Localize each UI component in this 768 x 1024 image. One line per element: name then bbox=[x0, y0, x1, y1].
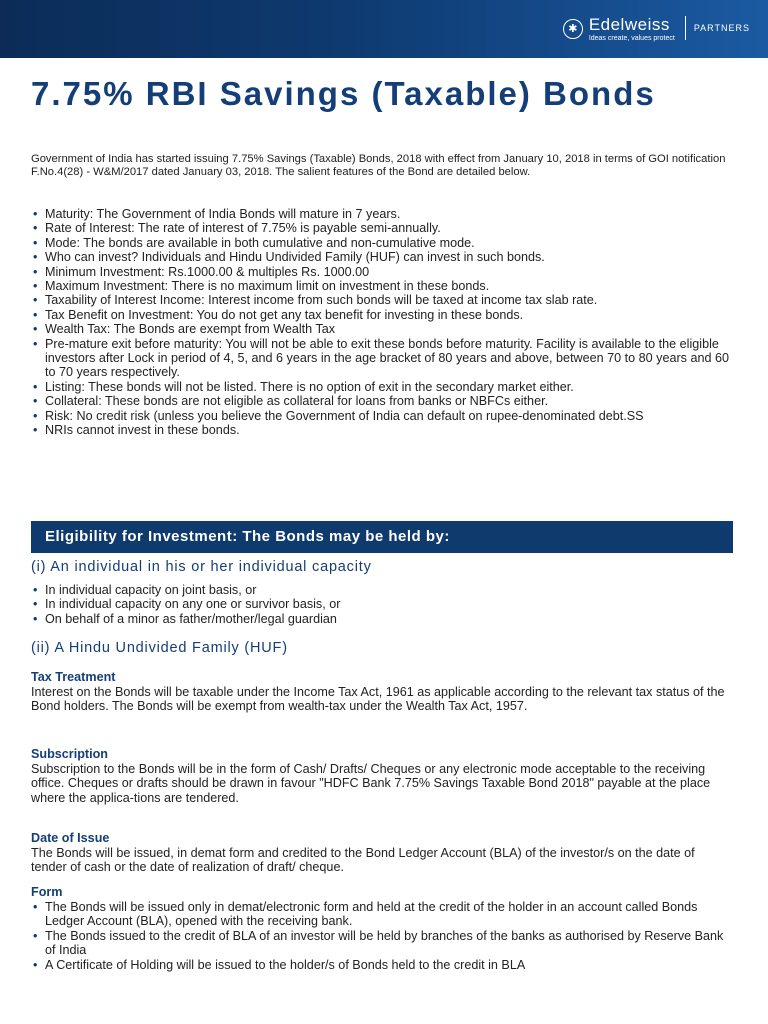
list-item: • On behalf of a minor as father/mother/legal guardian bbox=[31, 612, 731, 626]
edelweiss-flower-icon: ✱ bbox=[563, 19, 583, 39]
list-item: • A Certificate of Holding will be issued to the holder/s of Bonds held to the credit in BLA bbox=[31, 958, 731, 972]
edelweiss-logo bbox=[563, 16, 750, 46]
individual-heading: (i) An individual in his or her individual capacity bbox=[31, 559, 372, 575]
list-item: • The Bonds issued to the credit of BLA of an investor will be held by branches of the banks as authorised by Reserve Bank of India bbox=[31, 929, 731, 958]
list-item: • Rate of Interest: The rate of interest of 7.75% is payable semi-annually. bbox=[31, 221, 731, 235]
header-banner bbox=[0, 0, 768, 58]
list-item: • Minimum Investment: Rs.1000.00 & multiples Rs. 1000.00 bbox=[31, 265, 731, 279]
page-title bbox=[31, 76, 656, 112]
title-text: 7.75% RBI Savings (Taxable) Bonds bbox=[31, 75, 656, 112]
individual-list bbox=[31, 583, 731, 626]
date-of-issue-text: The Bonds will be issued, in demat form and credited to the Bond Ledger Account (BLA) of the investor/s on the date of tender of cash or the date of realization of draft/ cheque. bbox=[31, 846, 695, 875]
list-item: • Collateral: These bonds are not eligible as collateral for loans from banks or NBFCs either. bbox=[31, 394, 731, 408]
subscription-section bbox=[31, 746, 731, 805]
list-item: • Taxability of Interest Income: Interest income from such bonds will be taxed at income tax slab rate. bbox=[31, 293, 731, 307]
list-item: • In individual capacity on any one or survivor basis, or bbox=[31, 597, 731, 611]
date-of-issue-heading: Date of Issue bbox=[31, 831, 110, 845]
partners-label: PARTNERS bbox=[693, 23, 750, 33]
list-item: • Pre-mature exit before maturity: You will not be able to exit these bonds before maturity. Facility is available to the eligible investors after Lock in period of 4, 5, and 6 years in the age bracket of 80 years and above, between 70 to 80 years and 60 to 70 years respectively. bbox=[31, 337, 731, 380]
list-item: • Risk: No credit risk (unless you believe the Government of India can default on rupee-denominated debt.SS bbox=[31, 409, 731, 423]
form-list bbox=[31, 900, 731, 972]
brand-tagline: Ideas create, values protect bbox=[588, 35, 675, 42]
list-item: • Listing: These bonds will not be listed. There is no option of exit in the secondary market either. bbox=[31, 380, 731, 394]
list-item: • The Bonds will be issued only in demat/electronic form and held at the credit of the holder in an account called Bonds Ledger Account (BLA), opened with the receiving bank. bbox=[31, 900, 731, 929]
form-section bbox=[31, 884, 731, 972]
tax-treatment-heading: Tax Treatment bbox=[31, 670, 116, 684]
list-item: • Wealth Tax: The Bonds are exempt from Wealth Tax bbox=[31, 322, 731, 336]
eligibility-banner: Eligibility for Investment: The Bonds may be held by: bbox=[31, 521, 733, 553]
list-item: • Who can invest? Individuals and Hindu Undivided Family (HUF) can invest in such bonds. bbox=[31, 250, 731, 264]
brand-name: Edelweiss bbox=[588, 15, 670, 34]
subscription-text: Subscription to the Bonds will be in the form of Cash/ Drafts/ Cheques or any electronic mode acceptable to the receiving office. Cheques or drafts should be drawn in favour "HDFC Bank 7.75% Savings Taxable Bond 2018" payable at the place where the applica-tions are tendered. bbox=[31, 762, 711, 805]
form-heading: Form bbox=[31, 885, 63, 899]
date-of-issue-section bbox=[31, 830, 731, 875]
tax-treatment-text: Interest on the Bonds will be taxable under the Income Tax Act, 1961 as applicable according to the relevant tax status of the Bond holders. The Bonds will be exempt from wealth-tax under the Wealth Tax Act, 1957. bbox=[31, 685, 725, 714]
huf-heading: (ii) A Hindu Undivided Family (HUF) bbox=[31, 640, 288, 656]
list-item: • Tax Benefit on Investment: You do not get any tax benefit for investing in these bonds. bbox=[31, 308, 731, 322]
list-item: • In individual capacity on joint basis, or bbox=[31, 583, 731, 597]
subscription-heading: Subscription bbox=[31, 747, 108, 761]
tax-treatment-section bbox=[31, 669, 731, 714]
features-list bbox=[31, 207, 731, 438]
list-item: • NRIs cannot invest in these bonds. bbox=[31, 423, 731, 437]
list-item: • Maturity: The Government of India Bonds will mature in 7 years. bbox=[31, 207, 731, 221]
intro-paragraph: Government of India has started issuing 7.75% Savings (Taxable) Bonds, 2018 with effect from January 10, 2018 in terms of GOI notification F.No.4(28) - W&M/2017 dated January 03, 2018. The salient features of the Bond are detailed below. bbox=[31, 153, 726, 179]
logo-divider bbox=[685, 16, 686, 40]
list-item: • Maximum Investment: There is no maximum limit on investment in these bonds. bbox=[31, 279, 731, 293]
list-item: • Mode: The bonds are available in both cumulative and non-cumulative mode. bbox=[31, 236, 731, 250]
